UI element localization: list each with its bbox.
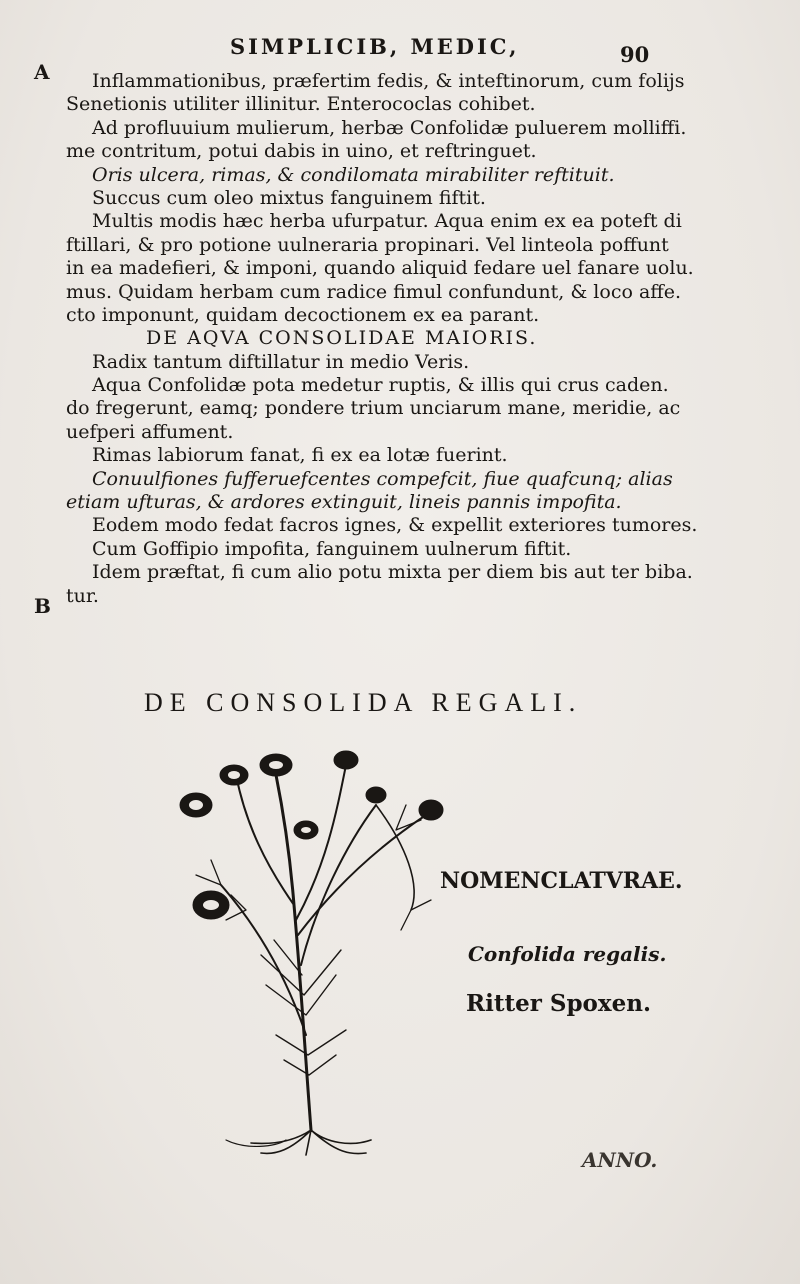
text-line: Rimas labiorum fanat, fi ex ea lotæ fuerint.	[92, 444, 508, 467]
text-line: do fregerunt, eamq; pondere trium unciarum mane, meridie, ac	[66, 397, 681, 420]
text-line: me contritum, potui dabis in uino, et reftringuet.	[66, 140, 537, 163]
text-line: Inflammationibus, præfertim fedis, & inteftinorum, cum folijs	[92, 70, 685, 92]
text-line: Idem præftat, fi cum alio potu mixta per diem bis aut ter biba.	[92, 561, 693, 584]
running-head: SIMPLICIB, MEDIC,	[230, 34, 520, 59]
text-line: Radix tantum diftillatur in medio Veris.	[92, 350, 470, 373]
nomenclature-german-name: Ritter Spoxen.	[466, 990, 651, 1017]
subsection-heading: DE AQVA CONSOLIDAE MAIORIS.	[146, 327, 538, 350]
text-line: in ea madefieri, & imponi, quando aliquid fedare uel fanare uolu.	[66, 257, 694, 280]
nomenclature-latin-name: Confolida regalis.	[468, 942, 667, 966]
page-number: 90	[620, 42, 650, 67]
text-line: Aqua Confolidæ pota medetur ruptis, & illis qui crus caden.	[92, 374, 669, 397]
margin-letter-b: B	[34, 594, 51, 618]
margin-letter-a: A	[34, 60, 50, 84]
text-line: Multis modis hæc herba ufurpatur. Aqua enim ex ea poteft di	[92, 210, 682, 233]
nomenclature-heading: NOMENCLATVRAE.	[440, 868, 683, 894]
plant-woodcut-illustration	[166, 735, 456, 1160]
text-line: uefperi affument.	[66, 420, 234, 443]
text-line: cto imponunt, quidam decoctionem ex ea parant.	[66, 303, 540, 326]
text-line: Succus cum oleo mixtus fanguinem fiftit.	[92, 186, 486, 209]
body-text	[66, 70, 716, 608]
text-line: tur.	[66, 584, 99, 607]
text-line: Oris ulcera, rimas, & condilomata mirabiliter reftituit.	[92, 163, 615, 186]
text-line: Eodem modo fedat facros ignes, & expellit exteriores tumores.	[92, 514, 698, 537]
text-line: Conuulfiones fufferuefcentes compefcit, fiue quafcunq; alias	[92, 467, 673, 490]
text-line: ftillari, & pro potione uulneraria propinari. Vel linteola poffunt	[66, 233, 669, 256]
text-line: Senetionis utiliter illinitur. Enterococlas cohibet.	[66, 93, 536, 116]
text-line: Cum Goffipio impofita, fanguinem uulnerum fiftit.	[92, 537, 572, 560]
section-title: DE CONSOLIDA REGALI.	[144, 688, 583, 717]
catchword: ANNO.	[582, 1148, 658, 1172]
text-line: Ad profluuium mulierum, herbæ Confolidæ puluerem molliffi.	[92, 116, 687, 139]
text-line: mus. Quidam herbam cum radice fimul confundunt, & loco affe.	[66, 280, 682, 303]
text-line: etiam ufturas, & ardores extinguit, lineis pannis impofita.	[66, 491, 622, 514]
